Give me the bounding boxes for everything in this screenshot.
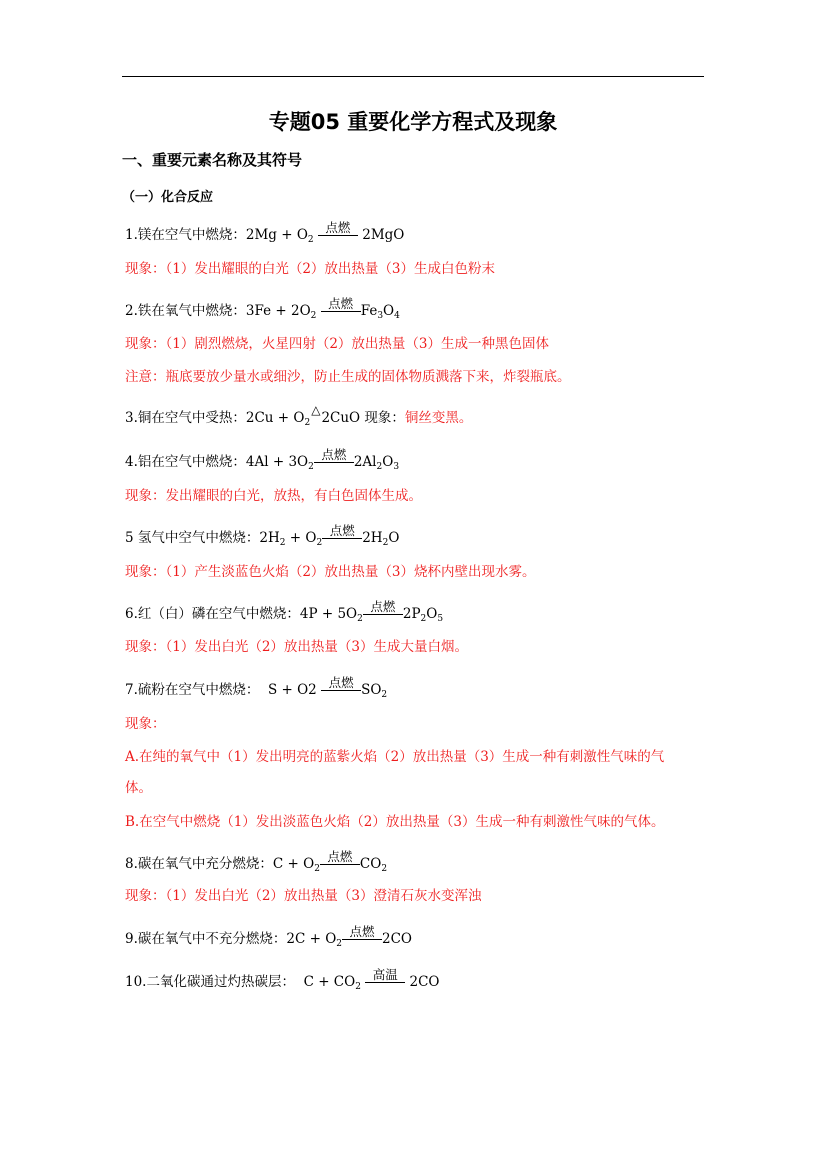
equation-10: 10.二氧化碳通过灼热碳层： $C + CO_2$ 高温 2CO <box>125 967 440 992</box>
equation-2: 2.铁在氧气中燃烧：$3Fe + 2O_2$ 点燃 $Fe_3O_4$ <box>125 296 400 321</box>
reaction-condition: 点燃 <box>314 448 354 463</box>
equation-4: 4.铝在空气中燃烧：$4Al + 3O_2$点燃 $2Al_2O_3$ <box>125 447 400 472</box>
reaction-condition: 点燃 <box>320 850 360 865</box>
phenomenon-8: 现象：（1）发出白光（2）放出热量（3）澄清石灰水变浑浊 <box>125 888 482 904</box>
page-title: 专题05 重要化学方程式及现象 <box>268 110 558 134</box>
note-2: 注意：瓶底要放少量水或细沙，防止生成的固体物质溅落下来，炸裂瓶底。 <box>125 369 571 385</box>
reaction-condition: 点燃 <box>318 221 358 236</box>
subsection-heading: （一）化合反应 <box>122 190 214 205</box>
reaction-condition: 点燃 <box>321 676 361 691</box>
equation-7: 7.硫粉在空气中燃烧： S + O2 点燃 $SO_2$ <box>125 675 388 700</box>
equation-9: 9.碳在氧气中不充分燃烧：$2C + O_2$点燃 2CO <box>125 924 413 949</box>
reaction-condition: 点燃 <box>322 524 362 539</box>
equation-3: 3.铜在空气中受热：$2Cu + O_2\triangle 2CuO$ 现象：铜丝变黑。 <box>125 403 473 428</box>
phenomenon-6: 现象：（1）发出白光（2）放出热量（3）生成大量白烟。 <box>125 639 469 655</box>
phenomenon-2: 现象：（1）剧烈燃烧，火星四射（2）放出热量（3）生成一种黑色固体 <box>125 336 550 352</box>
reaction-condition: 点燃 <box>342 925 382 940</box>
equation-6: 6.红（白）磷在空气中燃烧：$4P + 5O_2$点燃 $2P_2O_5$ <box>125 599 444 624</box>
phenomenon-4: 现象：发出耀眼的白光，放热，有白色固体生成。 <box>125 488 422 504</box>
equation-1: 1.镁在空气中燃烧：$2Mg + O_2$ 点燃 2MgO <box>125 220 405 245</box>
reaction-condition: 点燃 <box>321 297 361 312</box>
phenomenon-5: 现象：（1）产生淡蓝色火焰（2）放出热量（3）烧杯内壁出现水雾。 <box>125 564 536 580</box>
section-heading: 一、重要元素名称及其符号 <box>122 151 303 169</box>
phenomenon-7-b: B.在空气中燃烧（1）发出淡蓝色火焰（2）放出热量（3）生成一种有刺激性气味的气体。 <box>125 814 665 830</box>
heat-condition-icon: △ <box>311 403 321 417</box>
equation-5: 5 氢气中空气中燃烧：$2H_2 + O_2$点燃 $2H_2O$ <box>125 523 400 548</box>
phenomenon-7-label: 现象： <box>125 716 166 732</box>
equation-8: 8.碳在氧气中充分燃烧：$C + O_2$点燃 $CO_2$ <box>125 849 388 874</box>
reaction-condition: 点燃 <box>363 600 403 615</box>
header-rule <box>122 76 704 77</box>
phenomenon-1: 现象：（1）发出耀眼的白光（2）放出热量（3）生成白色粉末 <box>125 261 496 277</box>
phenomenon-7-a-cont: 体。 <box>125 780 152 796</box>
reaction-condition: 高温 <box>365 968 405 983</box>
phenomenon-7-a: A.在纯的氧气中（1）发出明亮的蓝紫火焰（2）放出热量（3）生成一种有刺激性气味的气 <box>125 749 665 765</box>
